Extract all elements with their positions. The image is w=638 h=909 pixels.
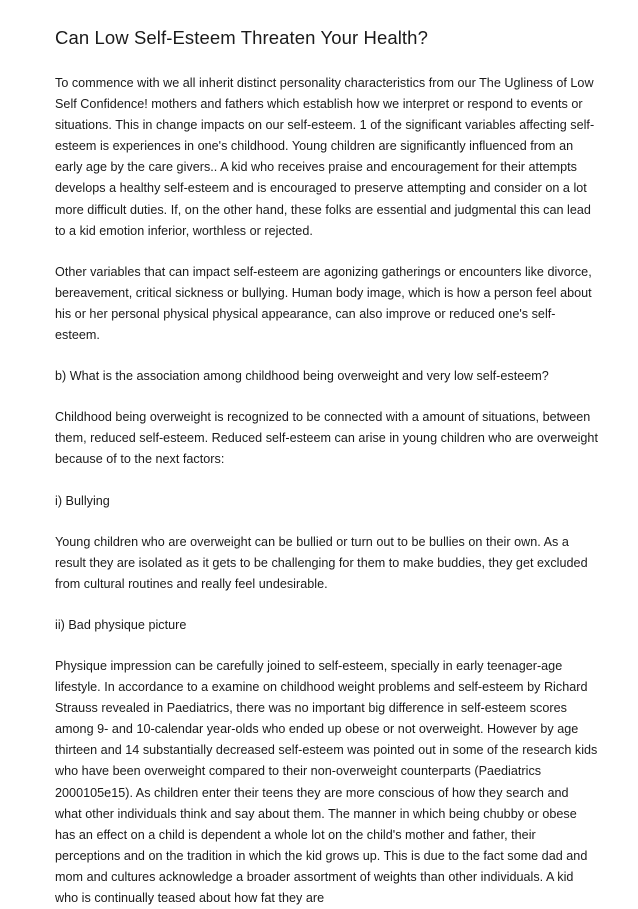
paragraph-bullying: Young children who are overweight can be bullied or turn out to be bullies on their own. As a result they are isolated as it gets to be challenging for them to make buddies, they get excluded from cultural routines and really feel undesirable. [55, 534, 588, 591]
document-title: Can Low Self-Esteem Threaten Your Health? [55, 27, 428, 48]
subheading-physique-picture: ii) Bad physique picture [55, 617, 187, 632]
subheading-bullying: i) Bullying [55, 493, 110, 508]
section-heading-b: b) What is the association among childhood being overweight and very low self-esteem? [55, 369, 549, 384]
paragraph-physique-impression: Physique impression can be carefully joined to self-esteem, specially in early teenager-age lifestyle. In accordance to a examine on childhood weight problems and self-esteem by Richard Strauss revealed in Paediatrics, there was no important big difference in self-esteem scores among 9- and 10-calendar year-olds who ended up obese or not overweight. However by age thirteen and 14 substantially decreased self-esteem was pointed out in some of the research kids who have been overweight compared to their non-overweight counterparts (Paediatrics 2000105e15). As children enter their teens they are more conscious of how they search and what other individuals think and say about them. The manner in which being chubby or obese has an effect on a child is dependent a whole lot on the child's mother and father, their perceptions and on the tradition in which the kid grows up. This is due to the fact some dad and mom and cultures acknowledge a broader assortment of weights than other individuals. A kid who is continually teased about how fat they are [55, 658, 598, 905]
paragraph-other-variables: Other variables that can impact self-esteem are agonizing gatherings or encounters like divorce, bereavement, critical sickness or bullying. Human body image, which is how a person feel about his or her personal physical physical appearance, can also improve or reduced one's self-esteem. [55, 264, 592, 343]
paragraph-intro: To commence with we all inherit distinct personality characteristics from our The Ugliness of Low Self Confidence! mothers and fathers which establish how we interpret or respond to events or situations. This in change impacts on our self-esteem. 1 of the significant variables affecting self-esteem is experiences in one's childhood. Young children are significantly influenced from an early age by the care givers.. A kid who receives praise and encouragement for their attempts develops a healthy self-esteem and is encouraged to preserve attempting and consider on a lot more difficult duties. If, on the other hand, these folks are essential and judgmental this can lead to a kid emotion inferior, worthless or rejected. [55, 76, 595, 238]
paragraph-childhood-overweight: Childhood being overweight is recognized to be connected with a amount of situations, between them, reduced self-esteem. Reduced self-esteem can arise in young children who are overweight because of to the next factors: [55, 410, 598, 467]
